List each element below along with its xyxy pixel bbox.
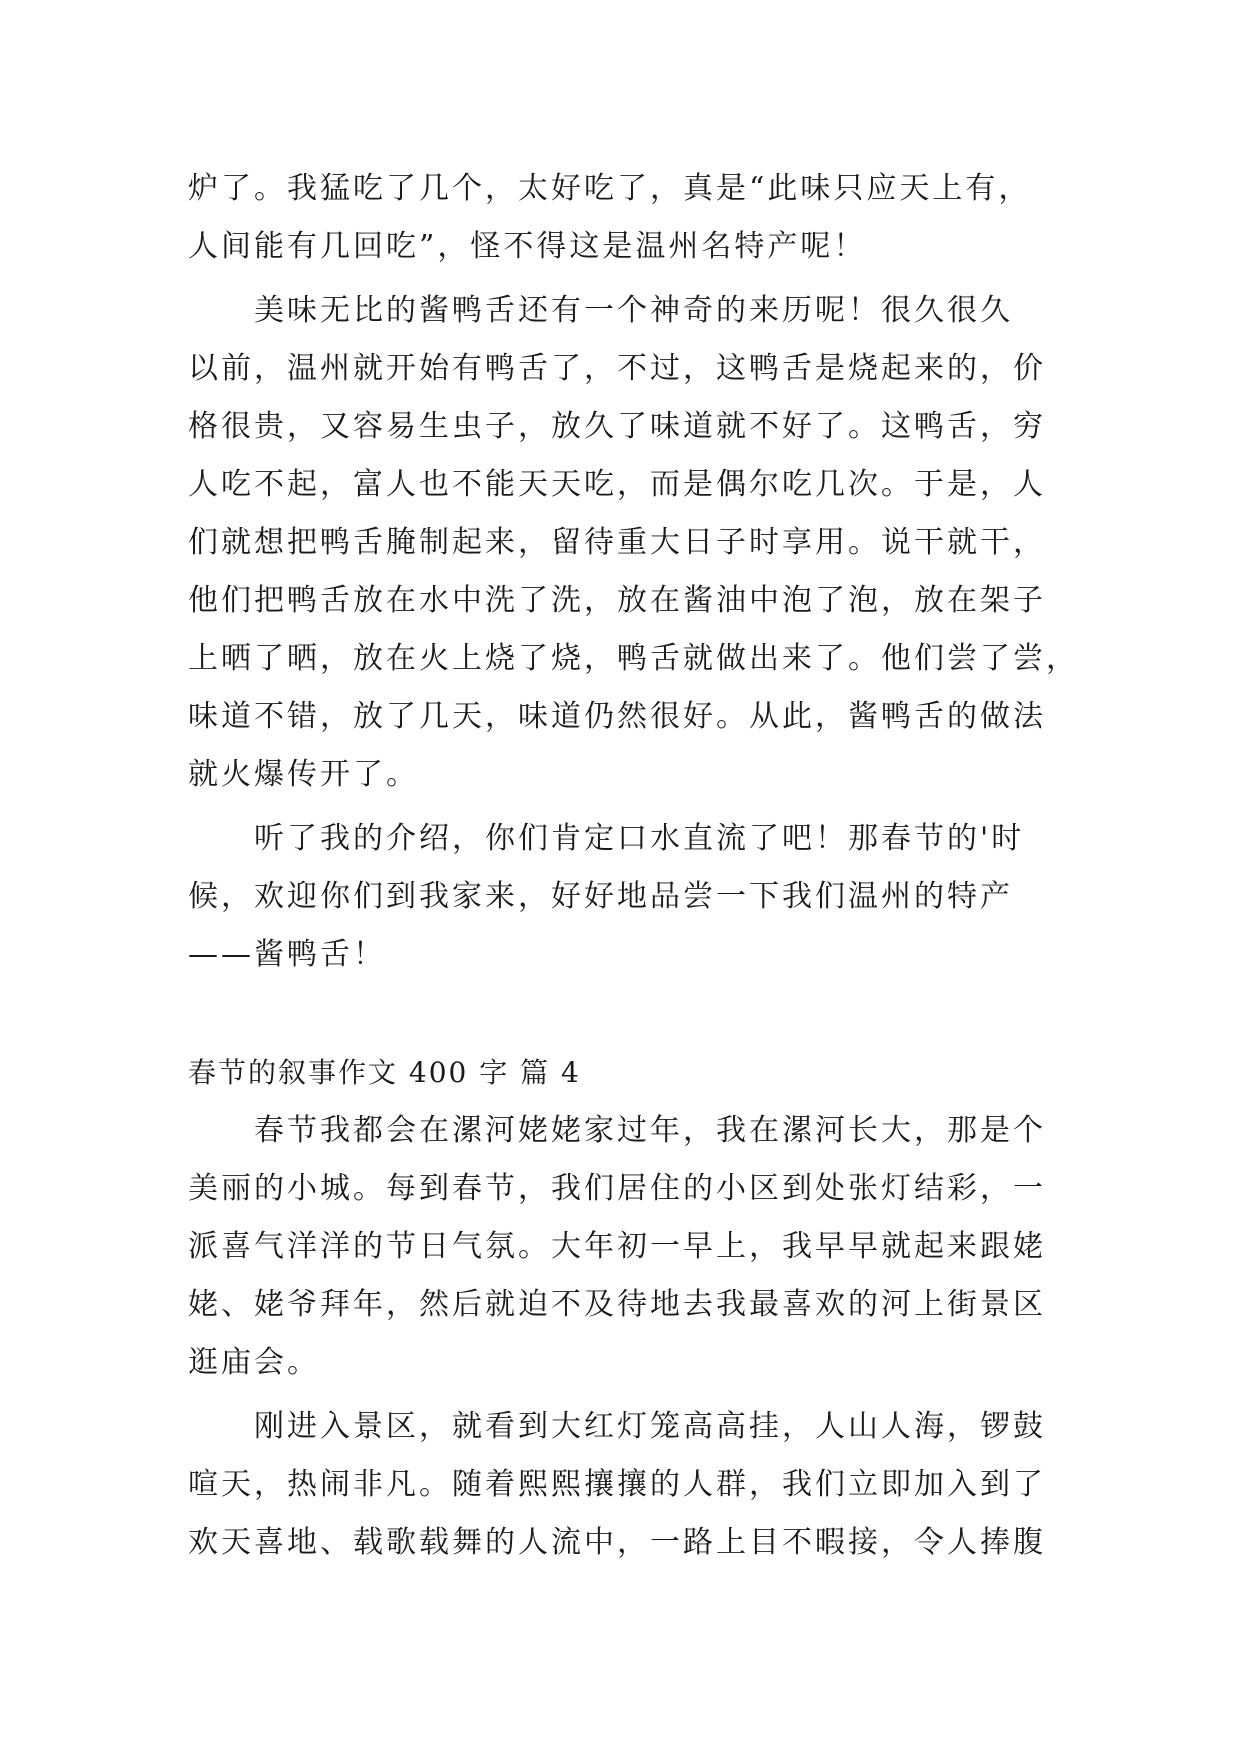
text-line: 姥、姥爷拜年，然后就迫不及待地去我最喜欢的河上街景区 [188, 1287, 1046, 1322]
document-page [188, 160, 1079, 1572]
paragraph-2 [188, 282, 1079, 804]
paragraph-1 [188, 160, 1058, 276]
text-line: 格很贵，又容易生虫子，放久了味道就不好了。这鸭舌，穷 [188, 409, 1046, 444]
text-line: 炉了。我猛吃了几个，太好吃了，真是“此味只应天上有， [188, 171, 1032, 206]
text-line: 候，欢迎你们到我家来，好好地品尝一下我们温州的特产 [188, 879, 1013, 914]
text-line: 人间能有几回吃”，怪不得这是温州名特产呢！ [188, 229, 867, 264]
text-line: ——酱鸭舌！ [188, 937, 386, 972]
section4-paragraph-2 [188, 1398, 1058, 1572]
text-line: 欢天喜地、载歌载舞的人流中，一路上目不暇接，令人捧腹 [188, 1525, 1046, 1560]
text-line: 以前，温州就开始有鸭舌了，不过，这鸭舌是烧起来的，价 [188, 351, 1046, 386]
text-line: 美味无比的酱鸭舌还有一个神奇的来历呢！很久很久 [254, 293, 1013, 328]
text-line: 喧天，热闹非凡。随着熙熙攘攘的人群，我们立即加入到了 [188, 1467, 1046, 1502]
text-line: 他们把鸭舌放在水中洗了洗，放在酱油中泡了泡，放在架子 [188, 583, 1046, 618]
section4-paragraph-1 [188, 1102, 1058, 1392]
section-heading: 春节的叙事作文 400 字 篇 4 [188, 1056, 581, 1089]
paragraph-3 [188, 810, 1058, 984]
text-line: 们就想把鸭舌腌制起来，留待重大日子时享用。说干就干， [188, 525, 1046, 560]
text-line: 人吃不起，富人也不能天天吃，而是偶尔吃几次。于是，人 [188, 467, 1046, 502]
text-line: 美丽的小城。每到春节，我们居住的小区到处张灯结彩，一 [188, 1171, 1046, 1206]
text-line: 味道不错，放了几天，味道仍然很好。从此，酱鸭舌的做法 [188, 699, 1046, 734]
text-line: 就火爆传开了。 [188, 757, 419, 792]
text-line: 派喜气洋洋的节日气氛。大年初一早上，我早早就起来跟姥 [188, 1229, 1046, 1264]
text-line: 听了我的介绍，你们肯定口水直流了吧！那春节的'时 [254, 821, 1025, 856]
text-line: 上晒了晒，放在火上烧了烧，鸭舌就做出来了。他们尝了尝， [188, 641, 1079, 676]
text-line: 逛庙会。 [188, 1345, 320, 1380]
text-line: 刚进入景区，就看到大红灯笼高高挂，人山人海，锣鼓 [254, 1409, 1046, 1444]
text-line: 春节我都会在漯河姥姥家过年，我在漯河长大，那是个 [254, 1113, 1046, 1148]
